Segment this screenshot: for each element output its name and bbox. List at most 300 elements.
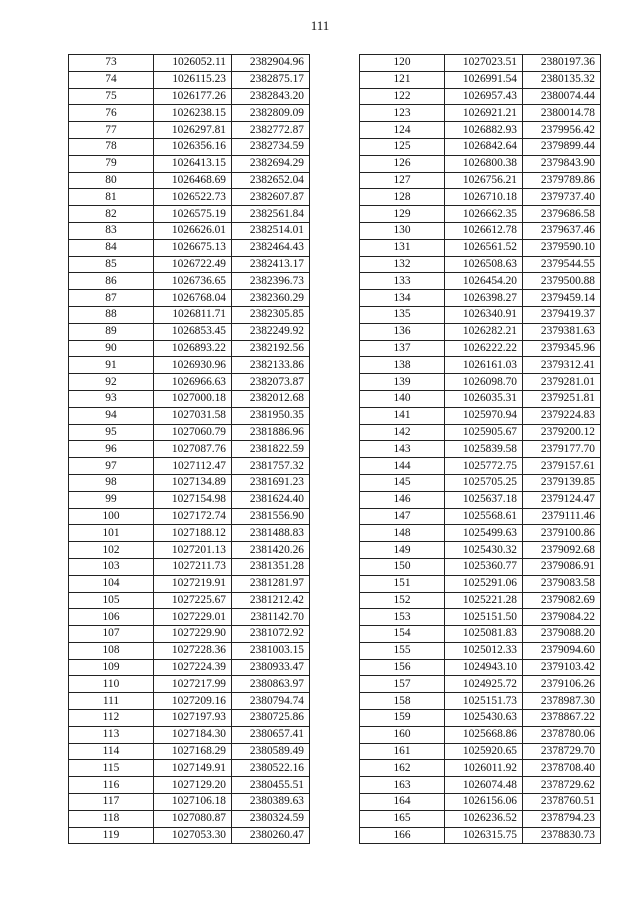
x-coordinate-cell: 1026282.21 — [445, 323, 523, 340]
table-row — [69, 55, 310, 72]
table-row — [360, 290, 601, 307]
point-number-cell: 166 — [360, 827, 445, 844]
x-coordinate-cell: 1026454.20 — [445, 273, 523, 290]
point-number-cell: 74 — [69, 71, 154, 88]
table-row — [360, 592, 601, 609]
table-row — [360, 323, 601, 340]
y-coordinate-cell: 2381351.28 — [232, 558, 310, 575]
table-row — [69, 374, 310, 391]
table-row — [360, 458, 601, 475]
x-coordinate-cell: 1027219.91 — [154, 575, 232, 592]
y-coordinate-cell: 2380725.86 — [232, 710, 310, 727]
x-coordinate-cell: 1025920.65 — [445, 743, 523, 760]
x-coordinate-cell: 1025668.86 — [445, 726, 523, 743]
point-number-cell: 99 — [69, 491, 154, 508]
table-row — [360, 105, 601, 122]
y-coordinate-cell: 2380863.97 — [232, 676, 310, 693]
x-coordinate-cell: 1026074.48 — [445, 777, 523, 794]
table-row — [69, 777, 310, 794]
point-number-cell: 115 — [69, 760, 154, 777]
point-number-cell: 127 — [360, 172, 445, 189]
y-coordinate-cell: 2378760.51 — [523, 794, 601, 811]
y-coordinate-cell: 2379843.90 — [523, 155, 601, 172]
y-coordinate-cell: 2380324.59 — [232, 810, 310, 827]
table-row — [360, 222, 601, 239]
point-number-cell: 133 — [360, 273, 445, 290]
table-row — [360, 71, 601, 88]
x-coordinate-cell: 1025499.63 — [445, 525, 523, 542]
point-number-cell: 100 — [69, 508, 154, 525]
x-coordinate-cell: 1027031.58 — [154, 407, 232, 424]
point-number-cell: 125 — [360, 138, 445, 155]
table-row — [360, 642, 601, 659]
table-row — [360, 575, 601, 592]
table-row — [360, 609, 601, 626]
table-row — [69, 424, 310, 441]
y-coordinate-cell: 2379281.01 — [523, 374, 601, 391]
point-number-cell: 142 — [360, 424, 445, 441]
x-coordinate-cell: 1026575.19 — [154, 206, 232, 223]
y-coordinate-cell: 2380933.47 — [232, 659, 310, 676]
point-number-cell: 122 — [360, 88, 445, 105]
y-coordinate-cell: 2379224.83 — [523, 407, 601, 424]
x-coordinate-cell: 1024925.72 — [445, 676, 523, 693]
x-coordinate-cell: 1026991.54 — [445, 71, 523, 88]
x-coordinate-cell: 1025568.61 — [445, 508, 523, 525]
table-row — [69, 306, 310, 323]
x-coordinate-cell: 1027211.73 — [154, 558, 232, 575]
x-coordinate-cell: 1027172.74 — [154, 508, 232, 525]
x-coordinate-cell: 1027229.01 — [154, 609, 232, 626]
table-row — [360, 676, 601, 693]
x-coordinate-cell: 1026853.45 — [154, 323, 232, 340]
y-coordinate-cell: 2379094.60 — [523, 642, 601, 659]
x-coordinate-cell: 1025360.77 — [445, 558, 523, 575]
point-number-cell: 102 — [69, 542, 154, 559]
x-coordinate-cell: 1026156.06 — [445, 794, 523, 811]
y-coordinate-cell: 2380657.41 — [232, 726, 310, 743]
point-number-cell: 79 — [69, 155, 154, 172]
point-number-cell: 116 — [69, 777, 154, 794]
y-coordinate-cell: 2378729.62 — [523, 777, 601, 794]
x-coordinate-cell: 1026612.78 — [445, 222, 523, 239]
y-coordinate-cell: 2379500.88 — [523, 273, 601, 290]
y-coordinate-cell: 2379899.44 — [523, 138, 601, 155]
y-coordinate-cell: 2379106.26 — [523, 676, 601, 693]
x-coordinate-cell: 1026398.27 — [445, 290, 523, 307]
point-number-cell: 120 — [360, 55, 445, 72]
x-coordinate-cell: 1026756.21 — [445, 172, 523, 189]
y-coordinate-cell: 2380455.51 — [232, 777, 310, 794]
y-coordinate-cell: 2379419.37 — [523, 306, 601, 323]
table-row — [360, 374, 601, 391]
point-number-cell: 90 — [69, 340, 154, 357]
point-number-cell: 73 — [69, 55, 154, 72]
x-coordinate-cell: 1026800.38 — [445, 155, 523, 172]
x-coordinate-cell: 1027228.36 — [154, 642, 232, 659]
x-coordinate-cell: 1026161.03 — [445, 357, 523, 374]
y-coordinate-cell: 2379092.68 — [523, 542, 601, 559]
x-coordinate-cell: 1026957.43 — [445, 88, 523, 105]
point-number-cell: 117 — [69, 794, 154, 811]
x-coordinate-cell: 1026238.15 — [154, 105, 232, 122]
y-coordinate-cell: 2378780.06 — [523, 726, 601, 743]
y-coordinate-cell: 2382073.87 — [232, 374, 310, 391]
y-coordinate-cell: 2378729.70 — [523, 743, 601, 760]
point-number-cell: 113 — [69, 726, 154, 743]
y-coordinate-cell: 2379157.61 — [523, 458, 601, 475]
point-number-cell: 93 — [69, 390, 154, 407]
point-number-cell: 132 — [360, 256, 445, 273]
y-coordinate-cell: 2381281.97 — [232, 575, 310, 592]
table-row — [360, 88, 601, 105]
y-coordinate-cell: 2380197.36 — [523, 55, 601, 72]
table-row — [360, 340, 601, 357]
table-row — [69, 642, 310, 659]
x-coordinate-cell: 1027217.99 — [154, 676, 232, 693]
table-row — [69, 827, 310, 844]
table-row — [360, 693, 601, 710]
x-coordinate-cell: 1026966.63 — [154, 374, 232, 391]
point-number-cell: 119 — [69, 827, 154, 844]
x-coordinate-cell: 1027087.76 — [154, 441, 232, 458]
y-coordinate-cell: 2381757.32 — [232, 458, 310, 475]
point-number-cell: 78 — [69, 138, 154, 155]
x-coordinate-cell: 1026297.81 — [154, 122, 232, 139]
table-row — [360, 542, 601, 559]
y-coordinate-cell: 2379590.10 — [523, 239, 601, 256]
y-coordinate-cell: 2380389.63 — [232, 794, 310, 811]
y-coordinate-cell: 2379084.22 — [523, 609, 601, 626]
table-row — [360, 138, 601, 155]
table-row — [69, 491, 310, 508]
y-coordinate-cell: 2379082.69 — [523, 592, 601, 609]
x-coordinate-cell: 1027184.30 — [154, 726, 232, 743]
x-coordinate-cell: 1025012.33 — [445, 642, 523, 659]
x-coordinate-cell: 1024943.10 — [445, 659, 523, 676]
point-number-cell: 144 — [360, 458, 445, 475]
y-coordinate-cell: 2381691.23 — [232, 474, 310, 491]
point-number-cell: 162 — [360, 760, 445, 777]
table-row — [360, 122, 601, 139]
table-row — [69, 357, 310, 374]
table-row — [360, 659, 601, 676]
y-coordinate-cell: 2382904.96 — [232, 55, 310, 72]
y-coordinate-cell: 2382305.85 — [232, 306, 310, 323]
point-number-cell: 129 — [360, 206, 445, 223]
table-row — [360, 424, 601, 441]
point-number-cell: 147 — [360, 508, 445, 525]
point-number-cell: 111 — [69, 693, 154, 710]
point-number-cell: 131 — [360, 239, 445, 256]
point-number-cell: 81 — [69, 189, 154, 206]
y-coordinate-cell: 2382192.56 — [232, 340, 310, 357]
point-number-cell: 139 — [360, 374, 445, 391]
x-coordinate-cell: 1026115.23 — [154, 71, 232, 88]
x-coordinate-cell: 1025291.06 — [445, 575, 523, 592]
x-coordinate-cell: 1026662.35 — [445, 206, 523, 223]
point-number-cell: 156 — [360, 659, 445, 676]
point-number-cell: 124 — [360, 122, 445, 139]
point-number-cell: 106 — [69, 609, 154, 626]
table-row — [69, 155, 310, 172]
table-row — [69, 256, 310, 273]
x-coordinate-cell: 1027060.79 — [154, 424, 232, 441]
table-row — [69, 206, 310, 223]
y-coordinate-cell: 2378794.23 — [523, 810, 601, 827]
table-row — [69, 290, 310, 307]
point-number-cell: 145 — [360, 474, 445, 491]
table-row — [360, 55, 601, 72]
table-row — [360, 239, 601, 256]
y-coordinate-cell: 2381420.26 — [232, 542, 310, 559]
x-coordinate-cell: 1026882.93 — [445, 122, 523, 139]
x-coordinate-cell: 1027229.90 — [154, 626, 232, 643]
point-number-cell: 121 — [360, 71, 445, 88]
y-coordinate-cell: 2382012.68 — [232, 390, 310, 407]
table-row — [360, 777, 601, 794]
x-coordinate-cell: 1025905.67 — [445, 424, 523, 441]
point-number-cell: 160 — [360, 726, 445, 743]
y-coordinate-cell: 2382133.86 — [232, 357, 310, 374]
x-coordinate-cell: 1025637.18 — [445, 491, 523, 508]
point-number-cell: 138 — [360, 357, 445, 374]
point-number-cell: 164 — [360, 794, 445, 811]
x-coordinate-cell: 1026522.73 — [154, 189, 232, 206]
y-coordinate-cell: 2379737.40 — [523, 189, 601, 206]
table-row — [360, 357, 601, 374]
table-row — [360, 558, 601, 575]
x-coordinate-cell: 1027134.89 — [154, 474, 232, 491]
y-coordinate-cell: 2380260.47 — [232, 827, 310, 844]
table-row — [69, 122, 310, 139]
y-coordinate-cell: 2379100.86 — [523, 525, 601, 542]
y-coordinate-cell: 2382694.29 — [232, 155, 310, 172]
point-number-cell: 96 — [69, 441, 154, 458]
table-row — [69, 542, 310, 559]
point-number-cell: 108 — [69, 642, 154, 659]
table-row — [360, 794, 601, 811]
x-coordinate-cell: 1026177.26 — [154, 88, 232, 105]
x-coordinate-cell: 1025430.63 — [445, 710, 523, 727]
y-coordinate-cell: 2380522.16 — [232, 760, 310, 777]
x-coordinate-cell: 1027224.39 — [154, 659, 232, 676]
table-row — [69, 726, 310, 743]
y-coordinate-cell: 2379139.85 — [523, 474, 601, 491]
table-row — [360, 407, 601, 424]
coordinates-table-right — [359, 54, 601, 844]
point-number-cell: 91 — [69, 357, 154, 374]
table-row — [69, 273, 310, 290]
y-coordinate-cell: 2379251.81 — [523, 390, 601, 407]
point-number-cell: 76 — [69, 105, 154, 122]
x-coordinate-cell: 1026561.52 — [445, 239, 523, 256]
x-coordinate-cell: 1026508.63 — [445, 256, 523, 273]
table-row — [69, 407, 310, 424]
coordinates-table-left — [68, 54, 310, 844]
table-row — [69, 441, 310, 458]
table-row — [360, 189, 601, 206]
point-number-cell: 135 — [360, 306, 445, 323]
y-coordinate-cell: 2382413.17 — [232, 256, 310, 273]
table-row — [69, 693, 310, 710]
table-row — [360, 626, 601, 643]
x-coordinate-cell: 1027209.16 — [154, 693, 232, 710]
table-row — [69, 794, 310, 811]
x-coordinate-cell: 1027106.18 — [154, 794, 232, 811]
point-number-cell: 75 — [69, 88, 154, 105]
y-coordinate-cell: 2381624.40 — [232, 491, 310, 508]
point-number-cell: 105 — [69, 592, 154, 609]
table-row — [360, 306, 601, 323]
point-number-cell: 154 — [360, 626, 445, 643]
table-row — [360, 726, 601, 743]
point-number-cell: 150 — [360, 558, 445, 575]
x-coordinate-cell: 1025151.73 — [445, 693, 523, 710]
x-coordinate-cell: 1025151.50 — [445, 609, 523, 626]
y-coordinate-cell: 2379111.46 — [523, 508, 601, 525]
table-row — [69, 138, 310, 155]
point-number-cell: 77 — [69, 122, 154, 139]
y-coordinate-cell: 2379956.42 — [523, 122, 601, 139]
y-coordinate-cell: 2381142.70 — [232, 609, 310, 626]
y-coordinate-cell: 2381003.15 — [232, 642, 310, 659]
point-number-cell: 101 — [69, 525, 154, 542]
y-coordinate-cell: 2381072.92 — [232, 626, 310, 643]
x-coordinate-cell: 1027188.12 — [154, 525, 232, 542]
point-number-cell: 128 — [360, 189, 445, 206]
x-coordinate-cell: 1025772.75 — [445, 458, 523, 475]
table-row — [360, 273, 601, 290]
table-row — [69, 508, 310, 525]
x-coordinate-cell: 1027112.47 — [154, 458, 232, 475]
table-row — [69, 592, 310, 609]
x-coordinate-cell: 1027201.13 — [154, 542, 232, 559]
table-row — [69, 743, 310, 760]
point-number-cell: 114 — [69, 743, 154, 760]
x-coordinate-cell: 1027129.20 — [154, 777, 232, 794]
x-coordinate-cell: 1026722.49 — [154, 256, 232, 273]
point-number-cell: 83 — [69, 222, 154, 239]
y-coordinate-cell: 2382734.59 — [232, 138, 310, 155]
x-coordinate-cell: 1025970.94 — [445, 407, 523, 424]
y-coordinate-cell: 2382772.87 — [232, 122, 310, 139]
table-row — [69, 710, 310, 727]
point-number-cell: 95 — [69, 424, 154, 441]
point-number-cell: 149 — [360, 542, 445, 559]
y-coordinate-cell: 2379544.55 — [523, 256, 601, 273]
y-coordinate-cell: 2382249.92 — [232, 323, 310, 340]
point-number-cell: 153 — [360, 609, 445, 626]
y-coordinate-cell: 2379345.96 — [523, 340, 601, 357]
y-coordinate-cell: 2382809.09 — [232, 105, 310, 122]
x-coordinate-cell: 1027225.67 — [154, 592, 232, 609]
y-coordinate-cell: 2381212.42 — [232, 592, 310, 609]
table-row — [69, 474, 310, 491]
point-number-cell: 146 — [360, 491, 445, 508]
point-number-cell: 123 — [360, 105, 445, 122]
x-coordinate-cell: 1026468.69 — [154, 172, 232, 189]
point-number-cell: 163 — [360, 777, 445, 794]
y-coordinate-cell: 2380589.49 — [232, 743, 310, 760]
x-coordinate-cell: 1026768.04 — [154, 290, 232, 307]
table-row — [69, 676, 310, 693]
x-coordinate-cell: 1027053.30 — [154, 827, 232, 844]
point-number-cell: 82 — [69, 206, 154, 223]
x-coordinate-cell: 1025705.25 — [445, 474, 523, 491]
table-row — [69, 105, 310, 122]
x-coordinate-cell: 1026340.91 — [445, 306, 523, 323]
point-number-cell: 98 — [69, 474, 154, 491]
x-coordinate-cell: 1026315.75 — [445, 827, 523, 844]
x-coordinate-cell: 1025839.58 — [445, 441, 523, 458]
point-number-cell: 80 — [69, 172, 154, 189]
x-coordinate-cell: 1025081.83 — [445, 626, 523, 643]
table-row — [69, 760, 310, 777]
table-row — [360, 172, 601, 189]
x-coordinate-cell: 1026930.96 — [154, 357, 232, 374]
y-coordinate-cell: 2382561.84 — [232, 206, 310, 223]
point-number-cell: 161 — [360, 743, 445, 760]
y-coordinate-cell: 2380794.74 — [232, 693, 310, 710]
y-coordinate-cell: 2380135.32 — [523, 71, 601, 88]
point-number-cell: 157 — [360, 676, 445, 693]
point-number-cell: 118 — [69, 810, 154, 827]
table-row — [69, 189, 310, 206]
y-coordinate-cell: 2382875.17 — [232, 71, 310, 88]
x-coordinate-cell: 1026356.16 — [154, 138, 232, 155]
point-number-cell: 159 — [360, 710, 445, 727]
table-row — [69, 458, 310, 475]
point-number-cell: 84 — [69, 239, 154, 256]
y-coordinate-cell: 2378867.22 — [523, 710, 601, 727]
point-number-cell: 143 — [360, 441, 445, 458]
table-row — [69, 525, 310, 542]
y-coordinate-cell: 2382607.87 — [232, 189, 310, 206]
y-coordinate-cell: 2379103.42 — [523, 659, 601, 676]
x-coordinate-cell: 1026675.13 — [154, 239, 232, 256]
y-coordinate-cell: 2379200.12 — [523, 424, 601, 441]
x-coordinate-cell: 1025221.28 — [445, 592, 523, 609]
x-coordinate-cell: 1026921.21 — [445, 105, 523, 122]
x-coordinate-cell: 1027197.93 — [154, 710, 232, 727]
point-number-cell: 110 — [69, 676, 154, 693]
table-row — [69, 71, 310, 88]
point-number-cell: 87 — [69, 290, 154, 307]
point-number-cell: 134 — [360, 290, 445, 307]
page-number: 111 — [310, 18, 330, 33]
table-row — [360, 441, 601, 458]
point-number-cell: 109 — [69, 659, 154, 676]
point-number-cell: 86 — [69, 273, 154, 290]
x-coordinate-cell: 1026052.11 — [154, 55, 232, 72]
x-coordinate-cell: 1026222.22 — [445, 340, 523, 357]
y-coordinate-cell: 2380014.78 — [523, 105, 601, 122]
x-coordinate-cell: 1026811.71 — [154, 306, 232, 323]
point-number-cell: 92 — [69, 374, 154, 391]
y-coordinate-cell: 2379459.14 — [523, 290, 601, 307]
x-coordinate-cell: 1026842.64 — [445, 138, 523, 155]
y-coordinate-cell: 2379124.47 — [523, 491, 601, 508]
y-coordinate-cell: 2381886.96 — [232, 424, 310, 441]
x-coordinate-cell: 1026236.52 — [445, 810, 523, 827]
y-coordinate-cell: 2381556.90 — [232, 508, 310, 525]
x-coordinate-cell: 1026011.92 — [445, 760, 523, 777]
x-coordinate-cell: 1026710.18 — [445, 189, 523, 206]
x-coordinate-cell: 1026626.01 — [154, 222, 232, 239]
point-number-cell: 112 — [69, 710, 154, 727]
point-number-cell: 130 — [360, 222, 445, 239]
